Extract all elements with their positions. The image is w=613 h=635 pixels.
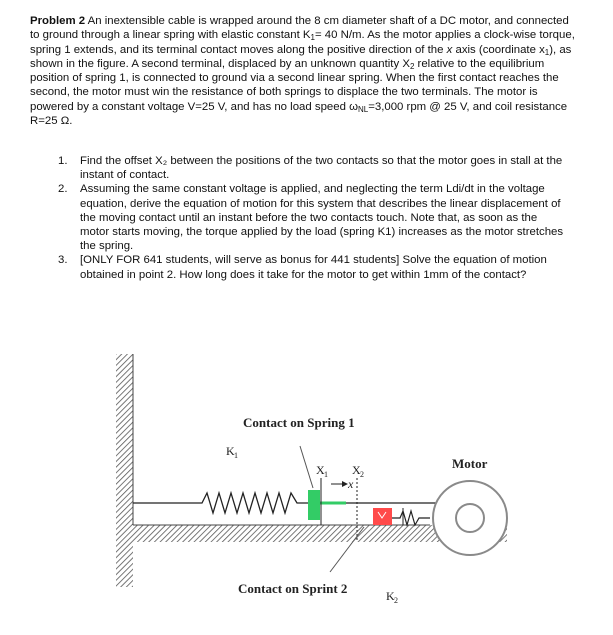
problem-x1-sub: 1: [544, 47, 550, 57]
problem-text-3: axis (coordinate x: [452, 43, 545, 56]
spring-k2: [392, 511, 430, 525]
question-text: Find the offset X₂ between the positions of the two contacts so that the motor goes in stall at the instant of contact.: [80, 155, 563, 182]
label-k1-sub: 1: [234, 451, 238, 460]
label-x1: X: [316, 463, 325, 477]
question-number: 3.: [58, 254, 68, 267]
problem-x2-sub: 2: [409, 61, 415, 71]
question-number: 2.: [58, 183, 68, 196]
label-contact-spring-2: Contact on Sprint 2: [238, 581, 348, 596]
problem-text-1: An inextensible cable is wrapped around the 8 cm diameter shaft of a DC motor, and connected to ground through a linear spring with elastic constant K: [30, 15, 569, 42]
problem-k1-sub: 1: [310, 33, 315, 43]
problem-text-4: ), as shown in the figure. A second terminal, displaced by an unknown quantity X: [30, 43, 572, 70]
label-x1-sub: 1: [324, 470, 328, 479]
label-contact-spring-1: Contact on Spring 1: [243, 415, 355, 430]
contact-1-leader: [300, 446, 313, 488]
label-k1: K: [226, 444, 235, 458]
contact-spring-1: [308, 490, 320, 520]
problem-text-6: =3,000 rpm @ 25 V, and coil resistance R=25 Ω.: [30, 100, 568, 128]
label-x2-sub: 2: [360, 470, 364, 479]
question-text: [ONLY FOR 641 students, will serve as bonus for 441 students] Solve the equation of motion obtained in point 2. How long does it take for the motor to get within 1mm of the contact?: [80, 254, 547, 281]
question-number: 1.: [58, 155, 68, 167]
label-k2: K: [386, 589, 395, 603]
label-x-axis: x: [348, 477, 354, 491]
problem-heading: Problem 2: [30, 15, 86, 27]
problem-text-5: relative to the equilibrium position of spring 1, is connected to ground via a second linear spring. When the first contact reaches the second, the motor must win the resistance of both springs to displace the two terminals. The motor is powered by a constant voltage V=25 V, and has no load speed ω: [30, 57, 559, 113]
ground-wall: [116, 354, 133, 587]
question-text: Assuming the same constant voltage is applied, and neglecting the term Ldi/dt in the voltage equation, derive the equation of motion for this system that describes the linear displacement of the moving contact until an instant before the two contacts touch. Note that, as soon as the motor starts moving, the torque applied by the load (spring K1) increases as the motor stretches the spring.: [80, 183, 564, 253]
label-x2: X: [352, 463, 361, 477]
spring-k1: [133, 493, 308, 513]
label-k2-sub: 2: [394, 596, 398, 605]
problem-x-axis: x: [446, 43, 453, 56]
motor-shaft: [456, 504, 484, 532]
problem-text-2: = 40 N/m. As the motor applies a clock-wise torque, spring 1 extends, and its terminal contact moves along the positive direction of the: [30, 29, 575, 56]
problem-wnl-sub: NL: [357, 104, 369, 114]
label-motor: Motor: [452, 456, 488, 471]
